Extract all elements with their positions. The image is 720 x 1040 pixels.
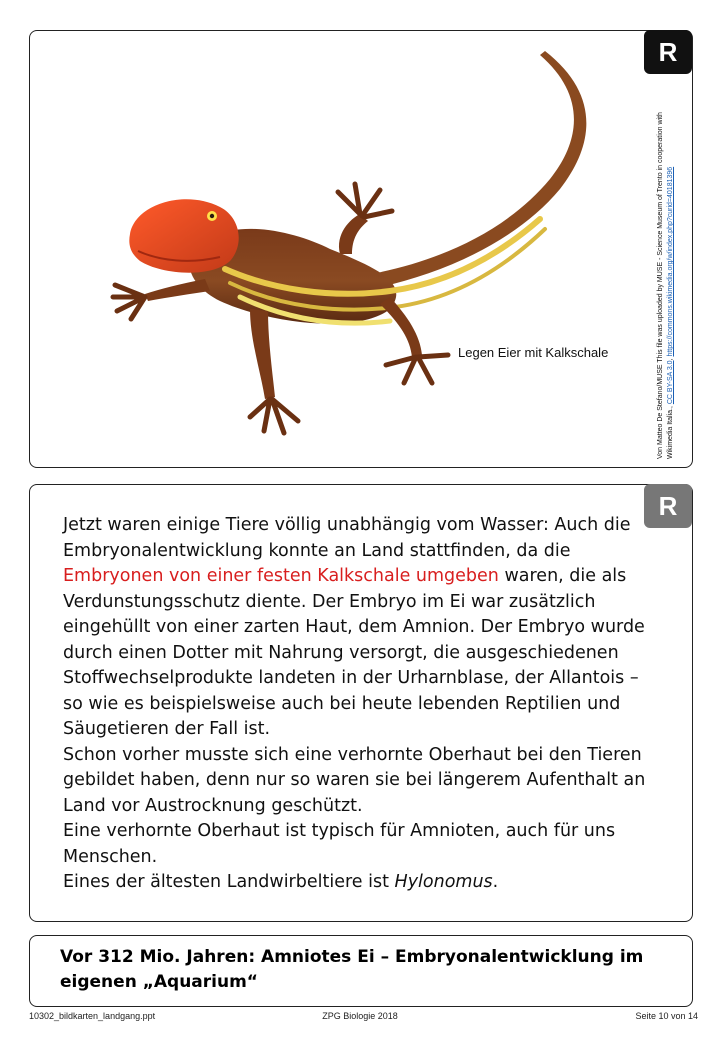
paragraph-4 <box>63 870 653 896</box>
body-text <box>63 513 653 896</box>
paragraph-1-start: Jetzt waren einige Tiere völlig unabhängig vom Wasser: Auch die Embryonalentwicklung konnte an Land stattfinden, da die <box>63 515 631 561</box>
image-caption: Legen Eier mit Kalkschale <box>458 345 609 360</box>
title-card <box>29 935 693 1007</box>
r-badge: R <box>644 484 692 528</box>
source-link[interactable]: https://commons.wikimedia.org/w/index.php?curid=40181396 <box>667 166 674 357</box>
card-title: Vor 312 Mio. Jahren: Amniotes Ei – Embryonalentwicklung im eigenen „Aquarium“ <box>60 947 644 992</box>
footer-course: ZPG Biologie 2018 <box>322 1011 398 1021</box>
paragraph-1-end: waren, die als Verdunstungsschutz diente. Der Embryo im Ei war zusätzlich eingehüllt von einer zarten Haut, dem Amnion. Der Embryo wurde durch einen Dotter mit Nahrung versorgt, die ausgeschiedenen Stoffwechselprodukte landeten in der Urharnblase, der Allantois – so wie es beispielsweise auch bei heute lebenden Reptilien und Säugetieren der Fall ist. <box>63 566 645 739</box>
text-card <box>29 484 693 922</box>
image-credit-text <box>656 79 690 459</box>
image-credit <box>656 79 690 459</box>
image-card <box>29 30 693 468</box>
credit-prefix: Wikimedia Italia., <box>667 404 674 459</box>
footer-page-number: Seite 10 von 14 <box>635 1011 698 1021</box>
highlighted-phrase: Embryonen von einer festen Kalkschale umgeben <box>63 566 499 586</box>
paragraph-4-end: . <box>492 872 499 892</box>
species-name: Hylonomus <box>394 872 493 892</box>
paragraph-3: Eine verhornte Oberhaut ist typisch für Amnioten, auch für uns Menschen. <box>63 821 616 867</box>
credit-separator: , <box>667 356 674 361</box>
credit-line-1: Von Matteo De Stefano/MUSE This file was uploaded by MUSE - Science Museum of Trento in cooperation with <box>657 112 664 459</box>
lizard-illustration <box>90 39 650 469</box>
credit-line-2 <box>666 79 676 459</box>
footer-filename: 10302_bildkarten_landgang.ppt <box>29 1011 156 1021</box>
paragraph-2: Schon vorher musste sich eine verhornte Oberhaut bei den Tieren gebildet haben, denn nur so waren sie bei längerem Aufenthalt an Land vor Austrocknung geschützt. <box>63 744 646 816</box>
license-link[interactable]: CC BY-SA 3.0 <box>667 360 674 405</box>
r-badge: R <box>644 30 692 74</box>
paragraph-4-start: Eines der ältesten Landwirbeltiere ist <box>63 872 395 892</box>
paragraph-1 <box>63 513 653 743</box>
